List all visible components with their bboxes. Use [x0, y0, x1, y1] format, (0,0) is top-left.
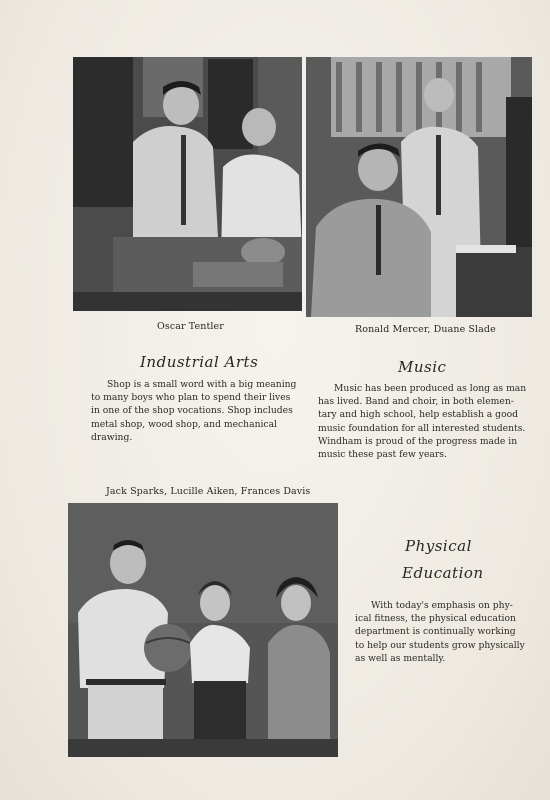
music-paragraph [318, 382, 528, 461]
industrial-arts-heading: Industrial Arts [140, 353, 259, 371]
industrial-arts-line: drawing. [91, 431, 133, 443]
industrial-arts-line: to many boys who plan to spend their lives [91, 392, 291, 404]
music-line: Windham is proud of the progress made in [318, 435, 518, 447]
music-line: Music has been produced as long as man [334, 383, 527, 394]
education-heading: Education [402, 564, 484, 582]
music-line: tary and high school, help establish a good [318, 409, 519, 421]
industrial-arts-line: in one of the shop vocations. Shop includes [91, 405, 293, 417]
music-line: music foundation for all interested students. [318, 422, 526, 434]
shop-photo-caption: Oscar Tentler [157, 321, 224, 332]
music-photo-caption: Ronald Mercer, Duane Slade [355, 324, 496, 335]
music-line: has lived. Band and choir, in both elemen- [318, 396, 514, 408]
music-photo [306, 57, 532, 317]
physical-education-line: as well as mentally. [355, 652, 446, 664]
physical-education-photo [68, 503, 338, 757]
industrial-arts-line: metal shop, wood shop, and mechanical [91, 418, 277, 430]
pe-photo-caption: Jack Sparks, Lucille Aiken, Frances Davis [106, 486, 311, 497]
physical-education-line: ical fitness, the physical education [355, 613, 516, 625]
industrial-arts-line: Shop is a small word with a big meaning [107, 379, 297, 390]
physical-heading: Physical [405, 537, 472, 555]
music-heading: Music [398, 358, 447, 376]
physical-education-line: to help our students grow physically [355, 639, 525, 651]
music-line: music these past few years. [318, 449, 447, 461]
physical-education-paragraph [355, 599, 535, 665]
industrial-arts-paragraph [91, 378, 296, 444]
physical-education-line: department is continually working [355, 626, 516, 638]
shop-photo [73, 57, 302, 311]
physical-education-line: With today's emphasis on phy- [371, 600, 513, 611]
